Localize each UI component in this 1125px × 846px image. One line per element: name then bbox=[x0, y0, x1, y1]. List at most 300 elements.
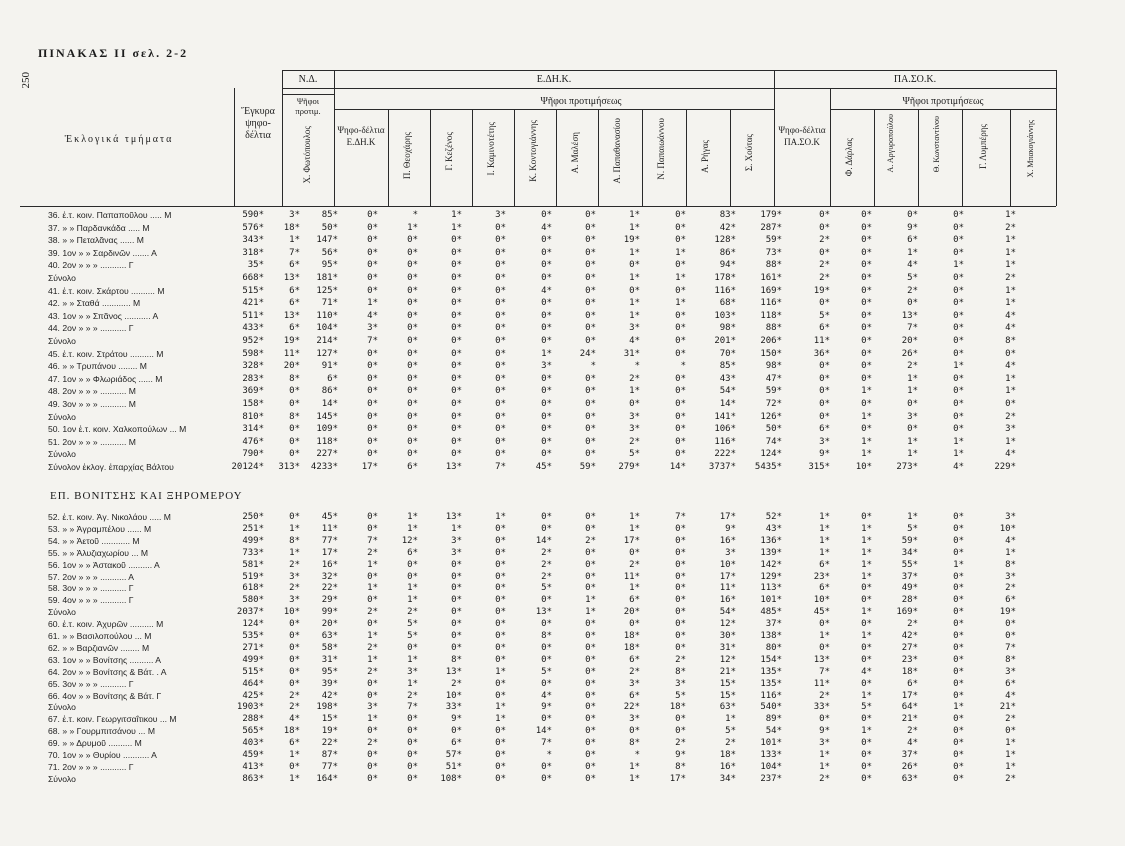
table-cell: 0* bbox=[367, 424, 378, 435]
table-cell: 42* bbox=[321, 690, 338, 701]
table-cell: 3* bbox=[1005, 666, 1016, 677]
table-cell: 0* bbox=[907, 424, 918, 435]
table-cell: 31* bbox=[719, 642, 736, 653]
table-cell: 288* bbox=[242, 714, 264, 725]
table-cell: 0* bbox=[675, 260, 686, 271]
table-cell: 0* bbox=[289, 424, 300, 435]
table-cell: 1* bbox=[1005, 750, 1016, 760]
table-cell: 499* bbox=[242, 654, 264, 665]
table-cell: 0* bbox=[675, 310, 686, 321]
row-label: 71. 2ον » » » ........... Γ bbox=[48, 761, 134, 772]
table-cell: 0* bbox=[861, 235, 872, 246]
table-cell: 0* bbox=[1005, 348, 1016, 359]
table-cell: 63* bbox=[901, 773, 918, 784]
table-cell: 116* bbox=[760, 298, 782, 309]
table-cell: 0* bbox=[407, 726, 418, 737]
section-title: ΕΠ. ΒΟΝΙΤΣΗΣ ΚΑΙ ΞΗΡΟΜΕΡΟΥ bbox=[50, 490, 243, 502]
table-cell: 141* bbox=[714, 411, 736, 422]
table-cell: 0* bbox=[367, 386, 378, 397]
table-cell: 68* bbox=[719, 298, 736, 309]
table-cell: 0* bbox=[495, 260, 506, 271]
table-cell: 464* bbox=[242, 678, 264, 689]
table-cell: 0* bbox=[495, 631, 506, 641]
table-cell: 70* bbox=[719, 348, 736, 359]
table-cell: 0* bbox=[953, 690, 964, 701]
table-cell: 0* bbox=[451, 595, 462, 606]
table-cell: 2* bbox=[819, 690, 830, 701]
table-cell: 4* bbox=[907, 738, 918, 749]
table-cell: 0* bbox=[451, 424, 462, 435]
table-cell: 0* bbox=[451, 310, 462, 321]
table-cell: 29* bbox=[321, 595, 338, 606]
table-cell: 6* bbox=[629, 595, 640, 606]
table-cell: 1* bbox=[1005, 761, 1016, 772]
table-cell: 16* bbox=[719, 761, 736, 772]
table-cell: 952* bbox=[242, 336, 264, 346]
table-cell: 0* bbox=[819, 222, 830, 233]
table-cell: 0* bbox=[629, 619, 640, 630]
table-cell: 11* bbox=[283, 348, 300, 359]
table-cell: 1* bbox=[629, 761, 640, 772]
table-cell: 273* bbox=[896, 462, 918, 472]
table-cell: 790* bbox=[242, 449, 264, 460]
table-cell: 7* bbox=[675, 512, 686, 522]
row-label: 48. 2ον » » » ........... Μ bbox=[48, 386, 136, 397]
table-cell: 49* bbox=[901, 583, 918, 594]
table-cell: 0* bbox=[495, 738, 506, 749]
table-cell: 0* bbox=[819, 298, 830, 309]
table-cell: 138* bbox=[760, 631, 782, 641]
table-cell: 3* bbox=[629, 323, 640, 334]
table-cell: 0* bbox=[367, 726, 378, 737]
table-cell: 101* bbox=[760, 595, 782, 606]
edik-candidate: Α. Ρήγας bbox=[700, 140, 710, 173]
table-cell: 15* bbox=[719, 678, 736, 689]
table-cell: 0* bbox=[289, 619, 300, 630]
table-cell: 6* bbox=[907, 235, 918, 246]
row-label: Σύνολο bbox=[48, 607, 76, 618]
table-cell: 2* bbox=[367, 607, 378, 618]
table-cell: 0* bbox=[367, 449, 378, 460]
table-cell: 12* bbox=[719, 619, 736, 630]
table-cell: 59* bbox=[765, 235, 782, 246]
table-cell: 1* bbox=[861, 386, 872, 397]
table-cell: 2* bbox=[907, 285, 918, 296]
pasok-candidate: Α. Αργυροπούλου bbox=[886, 114, 895, 173]
table-cell: 0* bbox=[451, 411, 462, 422]
table-cell: 4* bbox=[907, 260, 918, 271]
table-cell: 237* bbox=[760, 773, 782, 784]
table-cell: 1* bbox=[451, 222, 462, 233]
table-cell: 0* bbox=[451, 298, 462, 309]
table-cell: 198* bbox=[316, 702, 338, 713]
table-cell: 0* bbox=[1005, 726, 1016, 737]
table-cell: 1* bbox=[629, 247, 640, 258]
table-cell: 27* bbox=[901, 642, 918, 653]
table-cell: 0* bbox=[861, 373, 872, 384]
table-cell: 147* bbox=[316, 235, 338, 246]
table-cell: 0* bbox=[953, 678, 964, 689]
table-cell: 0* bbox=[541, 373, 552, 384]
table-cell: 6* bbox=[289, 323, 300, 334]
table-cell: 1* bbox=[725, 714, 736, 725]
table-cell: 50* bbox=[321, 222, 338, 233]
table-cell: 0* bbox=[367, 235, 378, 246]
table-cell: 126* bbox=[760, 411, 782, 422]
table-cell: 0* bbox=[953, 726, 964, 737]
table-cell: 476* bbox=[242, 436, 264, 447]
table-cell: 315* bbox=[808, 462, 830, 472]
table-cell: 0* bbox=[953, 386, 964, 397]
table-cell: 0* bbox=[495, 247, 506, 258]
table-cell: 2* bbox=[289, 702, 300, 713]
table-cell: 0* bbox=[585, 247, 596, 258]
table-cell: 30* bbox=[719, 631, 736, 641]
table-cell: 3* bbox=[451, 547, 462, 558]
pasok-candidate: Φ. Δάρλας bbox=[844, 138, 854, 177]
table-cell: 0* bbox=[367, 761, 378, 772]
table-cell: 0* bbox=[861, 336, 872, 346]
table-cell: 0* bbox=[585, 436, 596, 447]
table-cell: 2* bbox=[1005, 714, 1016, 725]
table-cell: 2* bbox=[585, 535, 596, 546]
table-cell: 0* bbox=[675, 583, 686, 594]
table-cell: 18* bbox=[669, 702, 686, 713]
table-cell: 1* bbox=[861, 547, 872, 558]
table-cell: 0* bbox=[907, 210, 918, 220]
table-cell: 1* bbox=[1005, 235, 1016, 246]
table-cell: 0* bbox=[861, 595, 872, 606]
table-cell: 0* bbox=[367, 411, 378, 422]
table-cell: 11* bbox=[321, 523, 338, 534]
table-cell: 0* bbox=[407, 323, 418, 334]
header-nd-candidate: Χ. Φωτόπουλος bbox=[302, 126, 312, 184]
table-cell: 54* bbox=[765, 726, 782, 737]
table-cell: 124* bbox=[242, 619, 264, 630]
table-cell: 421* bbox=[242, 298, 264, 309]
table-cell: 0* bbox=[953, 547, 964, 558]
table-cell: 0* bbox=[953, 348, 964, 359]
table-cell: 0* bbox=[675, 714, 686, 725]
table-cell: 0* bbox=[585, 512, 596, 522]
table-cell: 118* bbox=[760, 310, 782, 321]
table-cell: 0* bbox=[861, 654, 872, 665]
table-cell: 74* bbox=[765, 436, 782, 447]
table-cell: 1* bbox=[1005, 547, 1016, 558]
table-cell: 0* bbox=[953, 761, 964, 772]
table-cell: 6* bbox=[407, 547, 418, 558]
table-cell: 91* bbox=[321, 361, 338, 372]
table-cell: 0* bbox=[367, 690, 378, 701]
table-cell: 4* bbox=[1005, 449, 1016, 460]
table-cell: 20* bbox=[901, 336, 918, 346]
table-cell: 0* bbox=[367, 750, 378, 760]
table-cell: 598* bbox=[242, 348, 264, 359]
table-cell: 0* bbox=[407, 336, 418, 346]
table-cell: 1* bbox=[675, 247, 686, 258]
table-cell: 19* bbox=[283, 336, 300, 346]
table-cell: 0* bbox=[541, 678, 552, 689]
table-cell: 95* bbox=[321, 666, 338, 677]
table-cell: 116* bbox=[714, 285, 736, 296]
table-cell: 1* bbox=[407, 523, 418, 534]
table-cell: 0* bbox=[861, 714, 872, 725]
table-cell: 0* bbox=[407, 260, 418, 271]
table-cell: 0* bbox=[541, 654, 552, 665]
pasok-candidate: Γ. Λυμπέρης bbox=[978, 124, 988, 170]
table-cell: 1* bbox=[861, 411, 872, 422]
table-cell: 59* bbox=[901, 535, 918, 546]
table-cell: 0* bbox=[861, 298, 872, 309]
edik-candidate: Α. Παπαθανασίου bbox=[612, 118, 622, 184]
table-cell: 2* bbox=[541, 559, 552, 570]
table-cell: 1* bbox=[1005, 738, 1016, 749]
table-cell: 0* bbox=[953, 619, 964, 630]
table-cell: 6* bbox=[289, 260, 300, 271]
table-cell: 59* bbox=[765, 386, 782, 397]
table-cell: 2* bbox=[1005, 411, 1016, 422]
row-label: 65. 3ον » » » ........... Γ bbox=[48, 678, 134, 689]
table-cell: 20* bbox=[321, 619, 338, 630]
table-cell: 1* bbox=[407, 222, 418, 233]
table-cell: 580* bbox=[242, 595, 264, 606]
table-cell: 3* bbox=[675, 678, 686, 689]
table-cell: 0* bbox=[585, 666, 596, 677]
table-cell: 0* bbox=[861, 273, 872, 283]
table-cell: 0* bbox=[953, 512, 964, 522]
table-cell: 19* bbox=[623, 235, 640, 246]
table-cell: 0* bbox=[289, 512, 300, 522]
table-cell: 0* bbox=[407, 399, 418, 409]
row-label: 55. » » Ἀλυζιαχωρίου ... Μ bbox=[48, 547, 149, 558]
table-cell: 0* bbox=[407, 436, 418, 447]
table-cell: 0* bbox=[953, 285, 964, 296]
table-cell: 810* bbox=[242, 411, 264, 422]
table-cell: 0* bbox=[495, 523, 506, 534]
table-cell: 39* bbox=[321, 678, 338, 689]
table-cell: 1* bbox=[1005, 386, 1016, 397]
table-cell: 0* bbox=[953, 571, 964, 582]
table-cell: 0* bbox=[407, 449, 418, 460]
row-label: 60. ἐ.τ. κοιν. Ἀχυρῶν .......... Μ bbox=[48, 619, 164, 630]
table-cell: 158* bbox=[242, 399, 264, 409]
table-cell: 19* bbox=[999, 607, 1016, 618]
row-label: 42. » » Σταθά ............ Μ bbox=[48, 298, 141, 309]
table-cell: 1* bbox=[953, 702, 964, 713]
header-electoral-sections: Ἐκλογικά τμήματα bbox=[64, 134, 174, 145]
table-cell: 1* bbox=[819, 631, 830, 641]
table-cell: 0* bbox=[407, 373, 418, 384]
table-cell: 283* bbox=[242, 373, 264, 384]
row-label: 45. ἐ.τ. κοιν. Στράτου .......... Μ bbox=[48, 348, 164, 359]
table-cell: 133* bbox=[760, 750, 782, 760]
table-cell: 0* bbox=[495, 607, 506, 618]
row-label: 44. 2ον » » » ........... Γ bbox=[48, 323, 134, 334]
table-cell: 110* bbox=[316, 310, 338, 321]
table-cell: 0* bbox=[289, 436, 300, 447]
table-cell: 16* bbox=[719, 535, 736, 546]
table-cell: 1* bbox=[953, 559, 964, 570]
table-cell: 88* bbox=[765, 323, 782, 334]
table-cell: 0* bbox=[675, 373, 686, 384]
table-cell: 0* bbox=[289, 631, 300, 641]
table-cell: 0* bbox=[861, 583, 872, 594]
table-cell: 11* bbox=[813, 336, 830, 346]
table-cell: 64* bbox=[901, 702, 918, 713]
table-cell: 1* bbox=[907, 436, 918, 447]
table-cell: 98* bbox=[719, 323, 736, 334]
table-cell: 0* bbox=[451, 348, 462, 359]
table-cell: 14* bbox=[669, 462, 686, 472]
table-cell: 8* bbox=[1005, 654, 1016, 665]
table-cell: 4* bbox=[541, 690, 552, 701]
table-cell: 0* bbox=[675, 535, 686, 546]
table-cell: 6* bbox=[629, 690, 640, 701]
table-cell: 54* bbox=[719, 386, 736, 397]
table-cell: 0* bbox=[495, 547, 506, 558]
edik-candidate: Κ. Κοντογιάννης bbox=[528, 120, 538, 182]
table-cell: 425* bbox=[242, 690, 264, 701]
table-cell: 0* bbox=[451, 642, 462, 653]
table-cell: 279* bbox=[618, 462, 640, 472]
table-cell: 45* bbox=[321, 512, 338, 522]
table-cell: 7* bbox=[367, 535, 378, 546]
table-cell: 1* bbox=[907, 512, 918, 522]
table-cell: 5* bbox=[907, 273, 918, 283]
table-cell: 0* bbox=[861, 773, 872, 784]
table-cell: 85* bbox=[719, 361, 736, 372]
table-cell: 1* bbox=[819, 523, 830, 534]
table-cell: 20* bbox=[623, 607, 640, 618]
table-cell: 0* bbox=[367, 361, 378, 372]
table-cell: 5* bbox=[541, 666, 552, 677]
table-cell: 515* bbox=[242, 285, 264, 296]
table-cell: 4* bbox=[1005, 323, 1016, 334]
table-cell: 0* bbox=[629, 260, 640, 271]
table-cell: 4* bbox=[629, 336, 640, 346]
table-cell: 0* bbox=[861, 750, 872, 760]
header-edik: Ε.ΔΗ.Κ. bbox=[536, 74, 572, 85]
table-cell: 1* bbox=[289, 773, 300, 784]
table-cell: 668* bbox=[242, 273, 264, 283]
table-cell: 1* bbox=[629, 210, 640, 220]
row-label: 43. 1ον » » Σπᾶνος ........... Α bbox=[48, 310, 159, 321]
table-cell: 142* bbox=[760, 559, 782, 570]
table-cell: 1* bbox=[907, 247, 918, 258]
row-label: 66. 4ον » » Βονίτσης & Βάτ. Γ bbox=[48, 690, 162, 701]
table-cell: 1* bbox=[541, 348, 552, 359]
table-cell: 0* bbox=[495, 348, 506, 359]
table-cell: 0* bbox=[585, 631, 596, 641]
table-cell: 47* bbox=[765, 373, 782, 384]
row-label: 57. 2ον » » » ........... Α bbox=[48, 571, 134, 582]
table-cell: 6* bbox=[289, 298, 300, 309]
row-label: 70. 1ον » » Θυρίου ........... Α bbox=[48, 750, 157, 760]
table-cell: 5* bbox=[407, 631, 418, 641]
table-cell: 0* bbox=[451, 235, 462, 246]
table-cell: 8* bbox=[1005, 336, 1016, 346]
table-cell: 2* bbox=[629, 559, 640, 570]
table-cell: 3* bbox=[819, 738, 830, 749]
table-cell: 19* bbox=[813, 285, 830, 296]
table-cell: 0* bbox=[629, 726, 640, 737]
table-cell: 1* bbox=[451, 210, 462, 220]
table-cell: 0* bbox=[495, 726, 506, 737]
table-cell: 0* bbox=[585, 323, 596, 334]
table-cell: 0* bbox=[861, 678, 872, 689]
table-cell: 55* bbox=[901, 559, 918, 570]
table-cell: 0* bbox=[585, 285, 596, 296]
header-edik-pref: Ψῆφοι προτιμήσεως bbox=[540, 96, 622, 107]
table-cell: * bbox=[412, 210, 418, 220]
table-cell: 0* bbox=[367, 436, 378, 447]
table-cell: 540* bbox=[760, 702, 782, 713]
table-cell: 1* bbox=[629, 273, 640, 283]
table-cell: 0* bbox=[675, 642, 686, 653]
table-cell: 6* bbox=[327, 373, 338, 384]
table-cell: 0* bbox=[367, 619, 378, 630]
table-cell: 1* bbox=[675, 273, 686, 283]
table-cell: 71* bbox=[321, 298, 338, 309]
table-cell: 0* bbox=[585, 773, 596, 784]
table-cell: 1* bbox=[1005, 210, 1016, 220]
table-cell: 2* bbox=[289, 690, 300, 701]
table-cell: 15* bbox=[321, 714, 338, 725]
table-cell: 18* bbox=[719, 750, 736, 760]
table-cell: 0* bbox=[861, 512, 872, 522]
table-cell: 0* bbox=[289, 678, 300, 689]
table-cell: 1* bbox=[629, 512, 640, 522]
edik-candidate: Α. Μαλέση bbox=[570, 132, 580, 174]
table-cell: 0* bbox=[407, 310, 418, 321]
table-cell: 0* bbox=[953, 323, 964, 334]
table-cell: 227* bbox=[316, 449, 338, 460]
table-cell: 21* bbox=[719, 666, 736, 677]
table-cell: 0* bbox=[367, 210, 378, 220]
table-cell: 0* bbox=[407, 773, 418, 784]
table-cell: 145* bbox=[316, 411, 338, 422]
table-cell: 0* bbox=[819, 210, 830, 220]
table-cell: 22* bbox=[321, 583, 338, 594]
table-cell: 0* bbox=[451, 260, 462, 271]
table-cell: 0* bbox=[629, 285, 640, 296]
table-cell: 0* bbox=[675, 631, 686, 641]
table-cell: 1* bbox=[1005, 436, 1016, 447]
table-cell: 0* bbox=[819, 399, 830, 409]
table-cell: 135* bbox=[760, 666, 782, 677]
table-cell: 433* bbox=[242, 323, 264, 334]
row-label: 51. 2ον » » » ........... Μ bbox=[48, 436, 136, 447]
table-cell: 80* bbox=[765, 642, 782, 653]
table-cell: 0* bbox=[953, 773, 964, 784]
table-cell: 0* bbox=[495, 642, 506, 653]
table-cell: 0* bbox=[1005, 631, 1016, 641]
table-cell: 2* bbox=[541, 547, 552, 558]
table-cell: 6* bbox=[819, 559, 830, 570]
table-cell: 3* bbox=[819, 436, 830, 447]
table-cell: 1* bbox=[289, 547, 300, 558]
table-cell: 169* bbox=[760, 285, 782, 296]
table-cell: 3* bbox=[541, 361, 552, 372]
table-cell: 0* bbox=[289, 386, 300, 397]
table-cell: 1* bbox=[629, 386, 640, 397]
table-cell: 0* bbox=[451, 323, 462, 334]
table-cell: * bbox=[634, 750, 640, 760]
table-cell: 1* bbox=[367, 654, 378, 665]
table-cell: 0* bbox=[675, 222, 686, 233]
table-cell: 83* bbox=[719, 210, 736, 220]
table-cell: 1* bbox=[367, 298, 378, 309]
